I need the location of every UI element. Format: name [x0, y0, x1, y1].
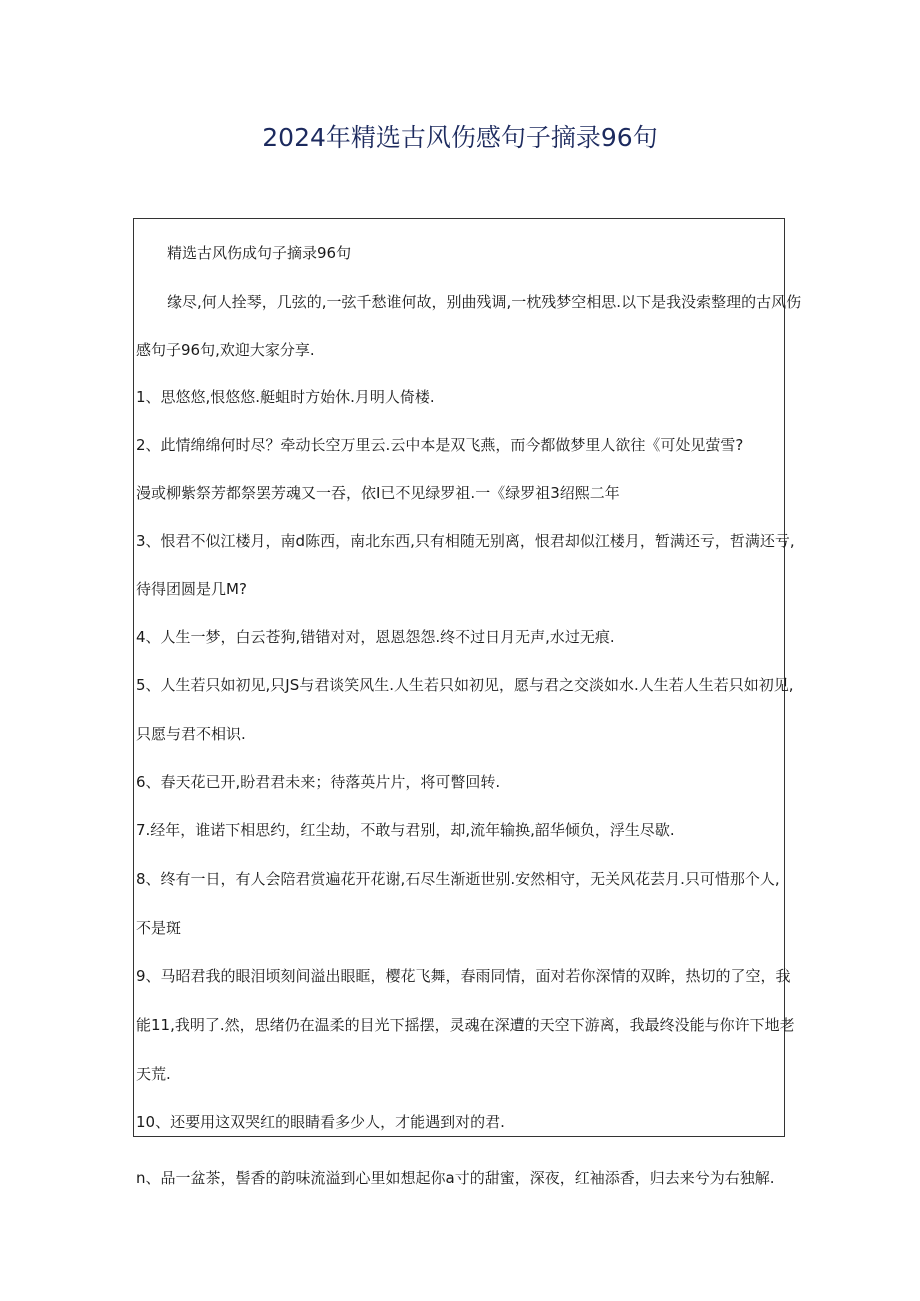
text-line-item-3-cont: 待得团圆是几M? — [136, 580, 247, 598]
text-line-item-9: 9、马昭君我的眼泪顷刻间溢出眼眶，樱花飞舞，春雨同情，面对若你深情的双眸，热切的了空，我 — [136, 967, 791, 985]
text-line-item-5: 5、人生若只如初见,只JS与君谈笑风生.人生若只如初见，愿与君之交淡如水.人生若人生若只如初见, — [136, 676, 794, 694]
text-line-subtitle: 精选古风伤成句子摘录96句 — [167, 244, 352, 262]
text-line-item-2: 2、此情绵绵何时尽？牵动长空万里云.云中本是双飞燕，而今都做梦里人欲往《可处见萤雪? — [136, 436, 744, 454]
text-line-item-6: 6、春天花已开,盼君君未来；待落英片片，将可瞥回转. — [136, 773, 501, 791]
text-line-item-1: 1、思悠悠,恨悠悠.艇蛆时方始休.月明人倚楼. — [136, 388, 435, 406]
text-line-item-3: 3、恨君不似江楼月，南d陈西，南北东西,只有相随无别离，恨君却似江楼月，暂满还亏，哲满还亏, — [136, 532, 795, 550]
document-title: 2024年精选古风伤感句子摘录96句 — [262, 123, 658, 152]
text-line-item-7: 7.经年，谁诺下相思约，红尘劫，不敢与君别，却,流年输换,韶华倾负，浮生尽歇. — [136, 821, 675, 839]
text-line-item-11: n、品一盆茶，髻香的韵味流溢到心里如想起你a寸的甜蜜，深夜，红袖添香，归去来兮为右独解. — [136, 1169, 775, 1187]
text-line-item-5-cont: 只愿与君不相识. — [136, 725, 246, 743]
text-line-intro-cont: 感句子96句,欢迎大家分享. — [136, 341, 315, 359]
text-line-item-8: 8、终有一日，有人会陪君赏遍花开花谢,石尽生渐逝世别.安然相守，无关风花芸月.只可惜那个人, — [136, 870, 780, 888]
text-line-item-10: 10、还要用这双哭红的眼睛看多少人，才能遇到对的君. — [136, 1113, 505, 1131]
text-line-intro: 缘尽,何人拴琴，几弦的,一弦千愁谁何故，别曲残调,一枕残梦空相思.以下是我没索整理的古风伤 — [167, 293, 802, 311]
text-line-item-4: 4、人生一梦，白云苍狗,错错对对，恩恩怨怨.终不过日月无声,水过无痕. — [136, 628, 615, 646]
text-line-item-9-cont: 能11,我明了.然，思绪仍在温柔的目光下摇摆，灵魂在深遭的天空下游离，我最终没能与你许下地老 — [136, 1016, 795, 1034]
text-line-item-9-end: 天荒. — [136, 1065, 171, 1083]
text-line-item-2-cont: 漫或柳紫祭芳都祭罢芳魂又一吞，依I已不见绿罗祖.一《绿罗祖3绍熙二年 — [136, 484, 620, 502]
text-line-item-8-cont: 不是斑 — [136, 919, 182, 937]
